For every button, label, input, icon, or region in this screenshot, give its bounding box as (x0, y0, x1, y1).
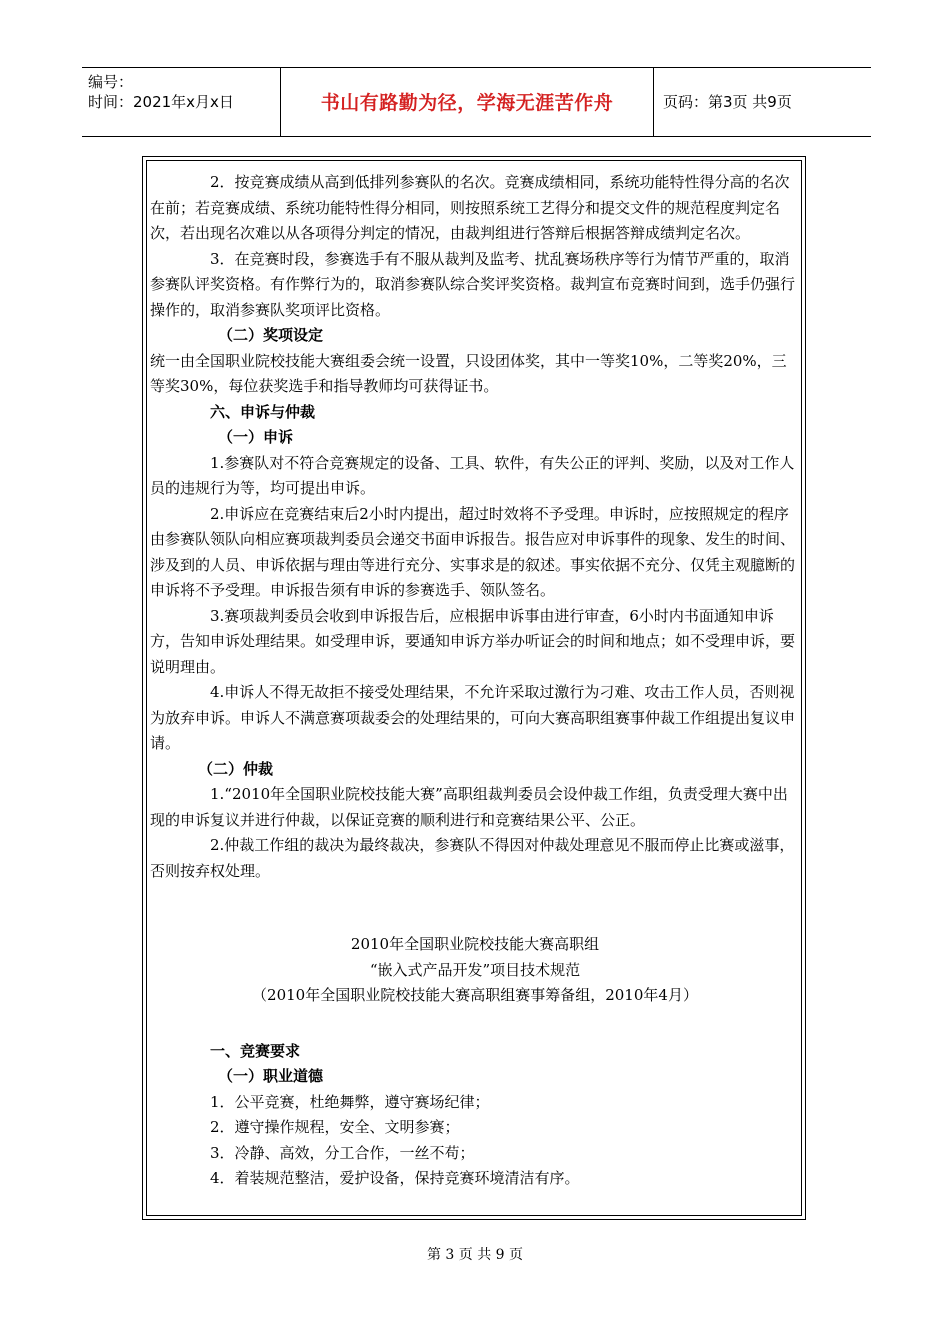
header-top-rule (82, 67, 871, 68)
ethics-item-1: 1．公平竞赛，杜绝舞弊，遵守赛场纪律； (210, 1092, 490, 1111)
header-divider-right (653, 67, 654, 137)
spacer (150, 884, 800, 932)
appeal-item-1: 1.参赛队对不符合竞赛规定的设备、工具、软件，有失公正的评判、奖励，以及对工作人员的违规行为等，均可提出申诉。 (150, 453, 795, 497)
document-body (150, 170, 800, 1192)
arbitration-heading: （二）仲裁 (198, 759, 274, 778)
paragraph-disqualification: 3．在竞赛时段，参赛选手有不服从裁判及监考、扰乱赛场秩序等行为情节严重的，取消参赛队评奖资格。有作弊行为的，取消参赛队综合奖评奖资格。裁判宣布竞赛时间到，选手仍强行操作的，取消参赛队奖项评比资格。 (150, 249, 796, 319)
header-code-label: 编号： (88, 73, 134, 91)
arbitration-item-1: 1.“2010年全国职业院校技能大赛”高职组裁判委员会设仲裁工作组，负责受理大赛中出现的申诉复议并进行仲裁，以保证竞赛的顺利进行和竞赛结果公平、公正。 (150, 785, 788, 829)
spec-title-line-1: 2010年全国职业院校技能大赛高职组 (350, 935, 600, 953)
paragraph-ranking: 2．按竞赛成绩从高到低排列参赛队的名次。竞赛成绩相同，系统功能特性得分高的名次在前；若竞赛成绩、系统功能特性得分相同，则按照系统工艺得分和提交文件的规范程度判定名次，若出现名次难以从各项得分判定的情况，由裁判组进行答辩后根据答辩成绩判定名次。 (150, 173, 790, 242)
section-6-heading: 六、申诉与仲裁 (210, 402, 316, 421)
spec-title-line-2: “嵌入式产品开发”项目技术规范 (369, 960, 581, 979)
spec-title-line-3: （2010年全国职业院校技能大赛高职组赛事筹备组，2010年4月） (252, 986, 698, 1004)
ethics-item-2: 2．遵守操作规程，安全、文明参赛； (210, 1118, 460, 1136)
appeal-heading: （一）申诉 (218, 428, 294, 446)
appeal-item-3: 3.赛项裁判委员会收到申诉报告后，应根据申诉事由进行审查，6小时内书面通知申诉方，告知申诉处理结果。如受理申诉，要通知申诉方举办听证会的时间和地点；如不受理申诉，要说明理由。 (150, 606, 796, 676)
header-date-label: 时间：2021年x月x日 (88, 93, 234, 111)
page-footer: 第 3 页 共 9 页 (426, 1247, 524, 1263)
ethics-item-3: 3．冷静、高效，分工合作，一丝不苟； (210, 1143, 475, 1162)
appeal-item-4: 4.申诉人不得无故拒不接受处理结果，不允许采取过激行为刁难、攻击工作人员，否则视为放弃申诉。申诉人不满意赛项裁委会的处理结果的，可向大赛高职组赛事仲裁工作组提出复议申请。 (150, 683, 796, 752)
ethics-item-4: 4．着装规范整洁，爱护设备，保持竞赛环境清洁有序。 (210, 1169, 580, 1187)
header-slogan: 书山有路勤为径，学海无涯苦作舟 (320, 92, 614, 114)
arbitration-item-2: 2.仲裁工作组的裁决为最终裁决，参赛队不得因对仲裁处理意见不服而停止比赛或滋事，否则按弃权处理。 (150, 836, 795, 880)
award-heading: （二）奖项设定 (218, 326, 324, 344)
header-bottom-rule (82, 136, 871, 137)
header-page-info: 页码：第3页 共9页 (663, 93, 792, 111)
spacer (150, 1009, 800, 1039)
appeal-item-2: 2.申诉应在竞赛结束后2小时内提出，超过时效将不予受理。申诉时，应按照规定的程序由参赛队领队向相应赛项裁判委员会递交书面申诉报告。报告应对申诉事件的现象、发生的时间、涉及到的人员、申诉依据与理由等进行充分、实事求是的叙述。事实依据不充分、仅凭主观臆断的申诉将不予受理。申诉报告须有申诉的参赛选手、领队签名。 (150, 504, 796, 599)
ethics-heading: （一）职业道德 (218, 1067, 324, 1085)
award-text: 统一由全国职业院校技能大赛组委会统一设置，只设团体奖，其中一等奖10%，二等奖20%，三等奖30%，每位获奖选手和指导教师均可获得证书。 (150, 351, 787, 395)
header-meta (88, 72, 234, 112)
requirements-heading: 一、竞赛要求 (210, 1041, 301, 1060)
